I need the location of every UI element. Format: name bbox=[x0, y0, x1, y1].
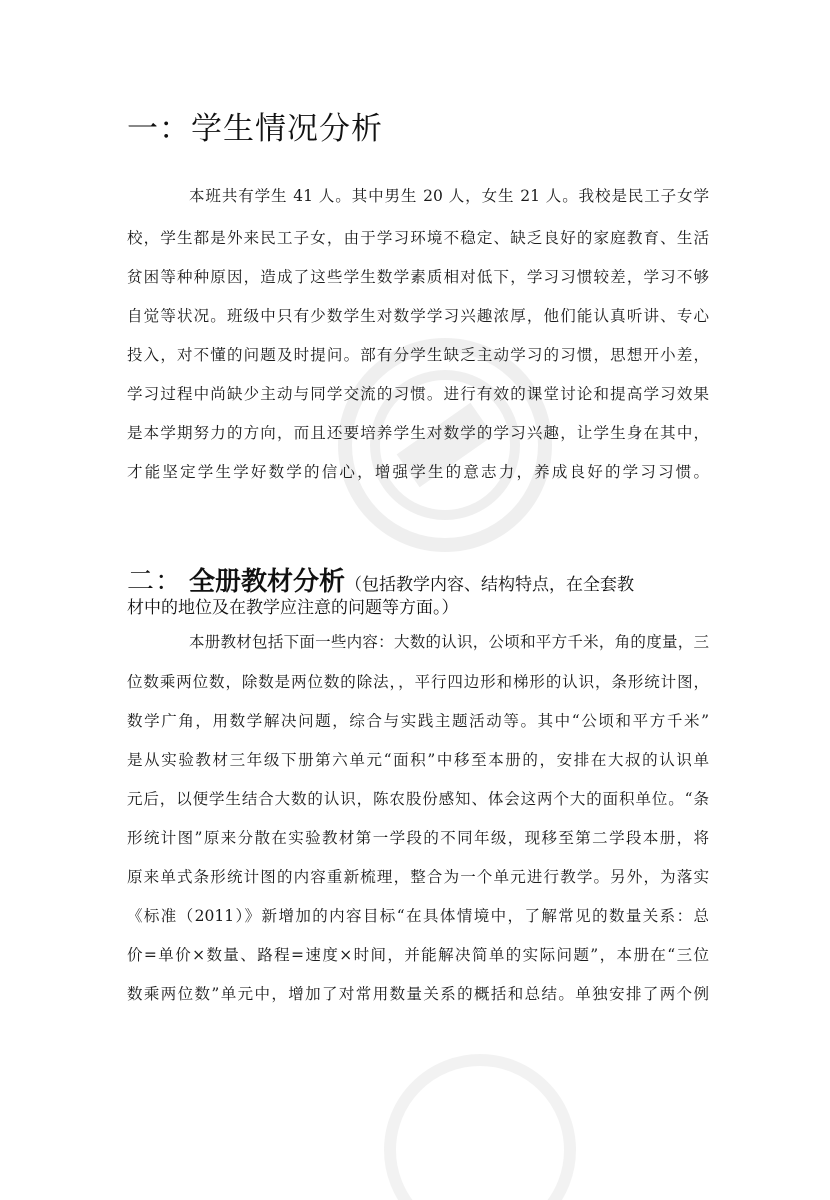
section2-title: 全册教材分析 bbox=[189, 567, 346, 597]
section2-line: 价=单价×数量、路程=速度×时间，并能解决简单的实际问题”，本册在“三位 bbox=[127, 946, 709, 964]
section2-line: 位数乘两位数，除数是两位数的除法，，平行四边形和梯形的认识，条形统计图， bbox=[127, 673, 709, 691]
section1-line: 才能坚定学生学好数学的信心，增强学生的意志力，养成良好的学习习惯。 bbox=[127, 463, 709, 481]
section1-line: 投入，对不懂的问题及时提问。部有分学生缺乏主动学习的习惯，思想开小差， bbox=[127, 346, 709, 364]
section2-line: 元后，以便学生结合大数的认识，陈农股份感知、体会这两个大的面积单位。“条 bbox=[127, 790, 709, 808]
section2-line: 数学广角，用数学解决问题，综合与实践主题活动等。其中“公顷和平方千米” bbox=[127, 712, 709, 730]
section2-line: 原来单式条形统计图的内容重新梳理，整合为一个单元进行教学。另外，为落实 bbox=[127, 868, 709, 886]
section1-line: 自觉等状况。班级中只有少数学生对数学学习兴趣浓厚，他们能认真听讲、专心 bbox=[127, 307, 709, 325]
section1-line: 是本学期努力的方向，而且还要培养学生对数学的学习兴趣，让学生身在其中， bbox=[127, 424, 709, 442]
section1-line: 贫困等种种原因，造成了这些学生数学素质相对低下，学习习惯较差，学习不够 bbox=[127, 268, 709, 286]
section1-line: 学习过程中尚缺少主动与同学交流的习惯。进行有效的课堂讨论和提高学习效果 bbox=[127, 385, 709, 403]
section2-line: 本册教材包括下面一些内容：大数的认识，公顷和平方千米，角的度量，三 bbox=[189, 633, 709, 651]
section1-line: 本班共有学生 41 人。其中男生 20 人，女生 21 人。我校是民工子女学 bbox=[189, 187, 709, 205]
watermark-stamp-icon-2 bbox=[380, 1040, 580, 1200]
section1-heading: 一：学生情况分析 bbox=[127, 111, 383, 147]
section2-line: 形统计图”原来分散在实验教材第一学段的不同年级，现移至第二学段本册，将 bbox=[127, 829, 709, 847]
section1-line: 校，学生都是外来民工子女，由于学习环境不稳定、缺乏良好的家庭教育、生活 bbox=[127, 229, 709, 247]
section2-note-1: （包括教学内容、结构特点，在全套教 bbox=[345, 575, 635, 595]
section2-label: 二： bbox=[127, 566, 183, 597]
section2-note-2: 材中的地位及在教学应注意的问题等方面。） bbox=[127, 598, 459, 618]
section2-line: 是从实验教材三年级下册第六单元“面积”中移至本册的，安排在大叔的认识单 bbox=[127, 751, 709, 769]
section2-line: 《标准（2011）》新增加的内容目标“在具体情境中，了解常见的数量关系：总 bbox=[127, 907, 709, 925]
section2-line: 数乘两位数”单元中，增加了对常用数量关系的概括和总结。单独安排了两个例 bbox=[127, 985, 709, 1003]
